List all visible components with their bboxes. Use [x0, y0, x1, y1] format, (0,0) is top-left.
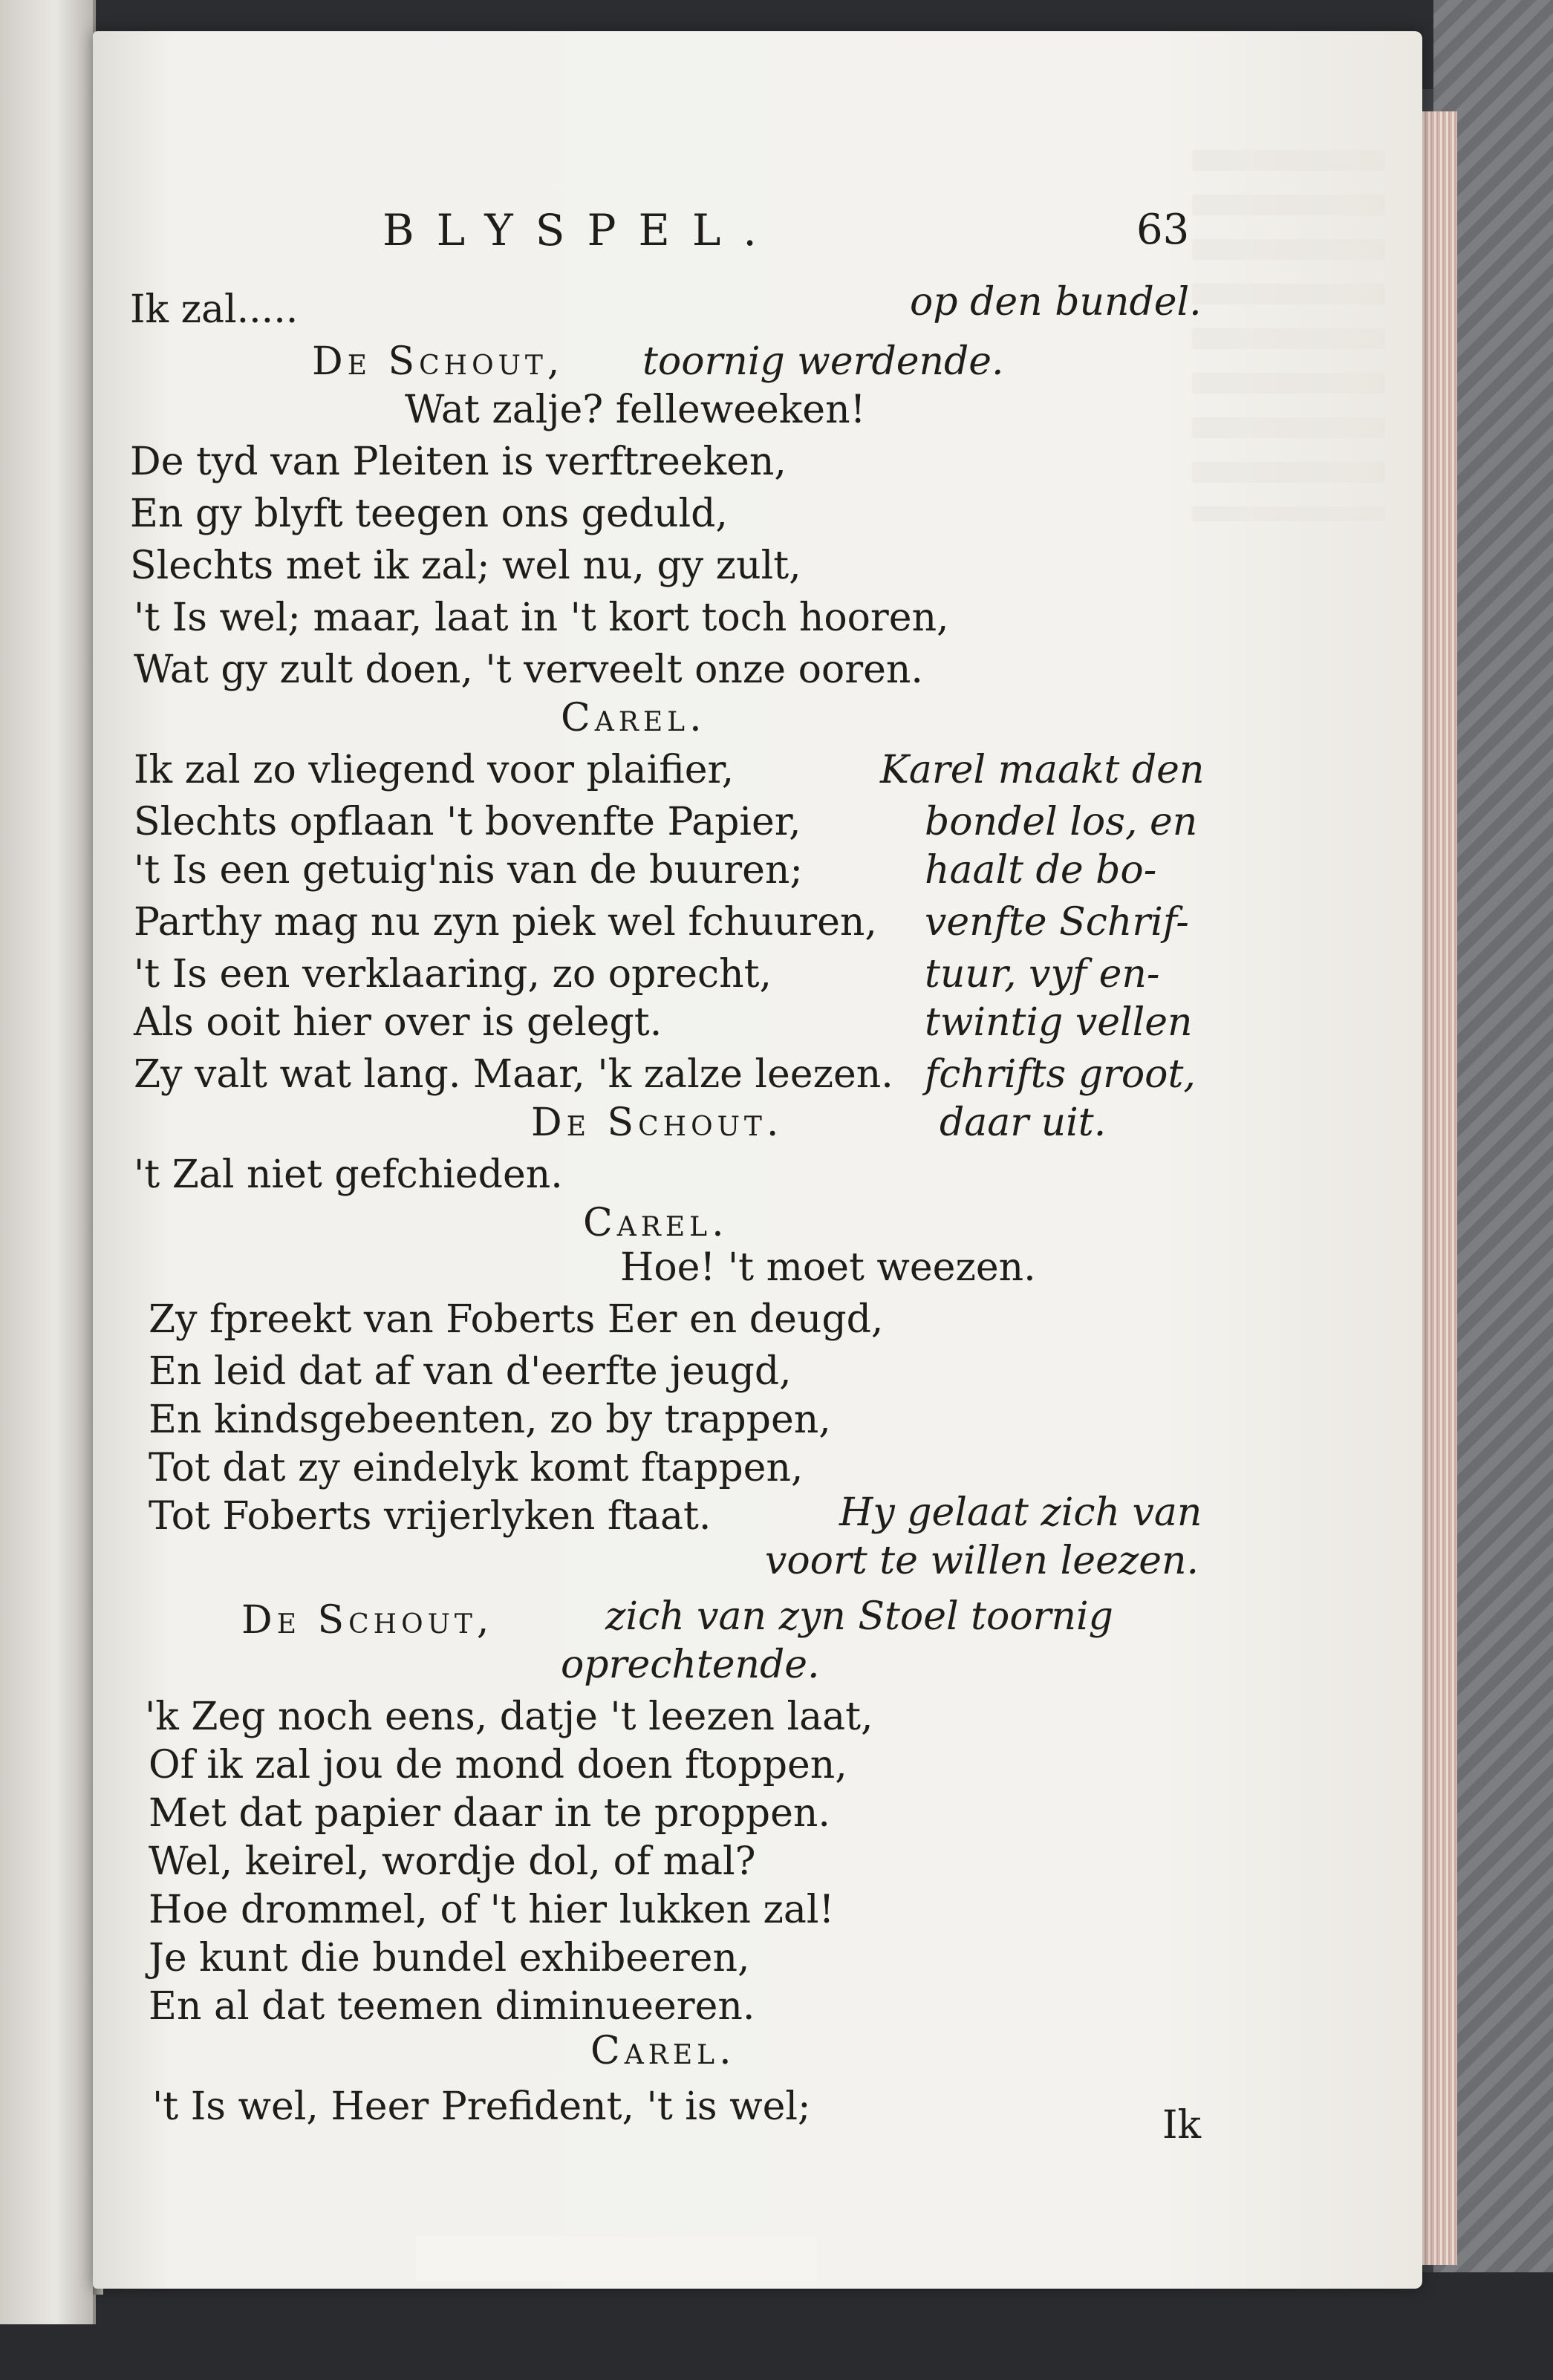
verse-line: 't Is een verklaaring, zo oprecht, [134, 952, 772, 997]
verse-line: Tot dat zy eindelyk komt ftappen, [149, 1446, 804, 1490]
verse-line: En al dat teemen diminueeren. [149, 1984, 755, 2029]
stage-direction: tuur, vyf en- [925, 952, 1160, 997]
stage-direction: bondel los, en [925, 800, 1198, 844]
left-page [0, 0, 96, 2324]
verse-line: En kindsgebeenten, zo by trappen, [149, 1398, 831, 1442]
stage-direction: toornig werdende. [642, 339, 1004, 384]
verse-line: Slechts met ik zal; wel nu, gy zult, [130, 544, 801, 588]
stage-direction: daar uit. [940, 1101, 1107, 1145]
speaker-name: Carel. [590, 2029, 736, 2073]
verse-line: Ik zal..... [130, 287, 299, 332]
stage-direction: twintig vellen [925, 1000, 1193, 1045]
speaker-name: Carel. [561, 696, 706, 740]
verse-line: Slechts opflaan 't bovenfte Papier, [134, 800, 801, 844]
verse-line: Zy valt wat lang. Maar, 'k zalze leezen. [134, 1052, 893, 1097]
speaker-name: De Schout, [312, 339, 564, 384]
verse-line: 't Is wel, Heer Prefident, 't is wel; [152, 2084, 811, 2129]
verse-line: Parthy mag nu zyn piek wel fchuuren, [134, 900, 877, 945]
speaker-name: De Schout. [531, 1101, 784, 1145]
stage-direction: Hy gelaat zich van [839, 1490, 1202, 1535]
verse-line: 't Is wel; maar, laat in 't kort toch hooren, [134, 596, 949, 640]
verse-line: Zy fpreekt van Foberts Eer en deugd, [149, 1297, 884, 1342]
verse-line: Wel, keirel, wordje dol, of mal? [149, 1839, 756, 1884]
verse-line: Met dat papier daar in te proppen. [149, 1791, 830, 1836]
verse-line: De tyd van Pleiten is verftreeken, [130, 440, 787, 484]
stage-direction: haalt de bo- [925, 848, 1157, 893]
stage-direction: zich van zyn Stoel toornig [605, 1594, 1113, 1639]
stage-direction: voort te willen leezen. [765, 1539, 1199, 1583]
stage-direction: op den bundel. [910, 280, 1202, 325]
catchword: Ik [1162, 2103, 1202, 2148]
running-title: BLYSPEL. [382, 205, 779, 255]
stage-direction: fchrifts groot, [925, 1052, 1196, 1097]
speaker-name: De Schout, [241, 1598, 494, 1643]
bleached-patch [416, 2237, 817, 2281]
verse-line: Ik zal zo vliegend voor plaifier, [134, 748, 735, 792]
verse-line: En gy blyft teegen ons geduld, [130, 492, 728, 536]
verse-line: En leid dat af van d'eerfte jeugd, [149, 1349, 792, 1394]
stage-direction: venfte Schrif- [925, 900, 1189, 945]
verse-line: 't Zal niet gefchieden. [134, 1152, 563, 1197]
verse-line: Je kunt die bundel exhibeeren, [149, 1936, 750, 1980]
verse-line: Als ooit hier over is gelegt. [134, 1000, 662, 1045]
show-through [1192, 150, 1385, 521]
verse-line: Wat zalje? felleweeken! [405, 388, 866, 432]
verse-line: 'k Zeg noch eens, datje 't leezen laat, [145, 1695, 873, 1739]
speaker-name: Carel. [583, 1201, 729, 1245]
verse-line: 't Is een getuig'nis van de buuren; [134, 848, 803, 893]
verse-line: Wat gy zult doen, 't verveelt onze ooren. [134, 648, 923, 692]
stage-direction: Karel maakt den [880, 748, 1205, 792]
verse-line: Of ik zal jou de mond doen ftoppen, [149, 1743, 847, 1787]
verse-line: Hoe! 't moet weezen. [620, 1245, 1036, 1290]
verse-line: Hoe drommel, of 't hier lukken zal! [149, 1888, 835, 1932]
page-number: 63 [1136, 206, 1190, 254]
stage-direction: oprechtende. [561, 1643, 820, 1687]
book-page [93, 31, 1422, 2289]
verse-line: Tot Foberts vrijerlyken ftaat. [149, 1494, 712, 1539]
